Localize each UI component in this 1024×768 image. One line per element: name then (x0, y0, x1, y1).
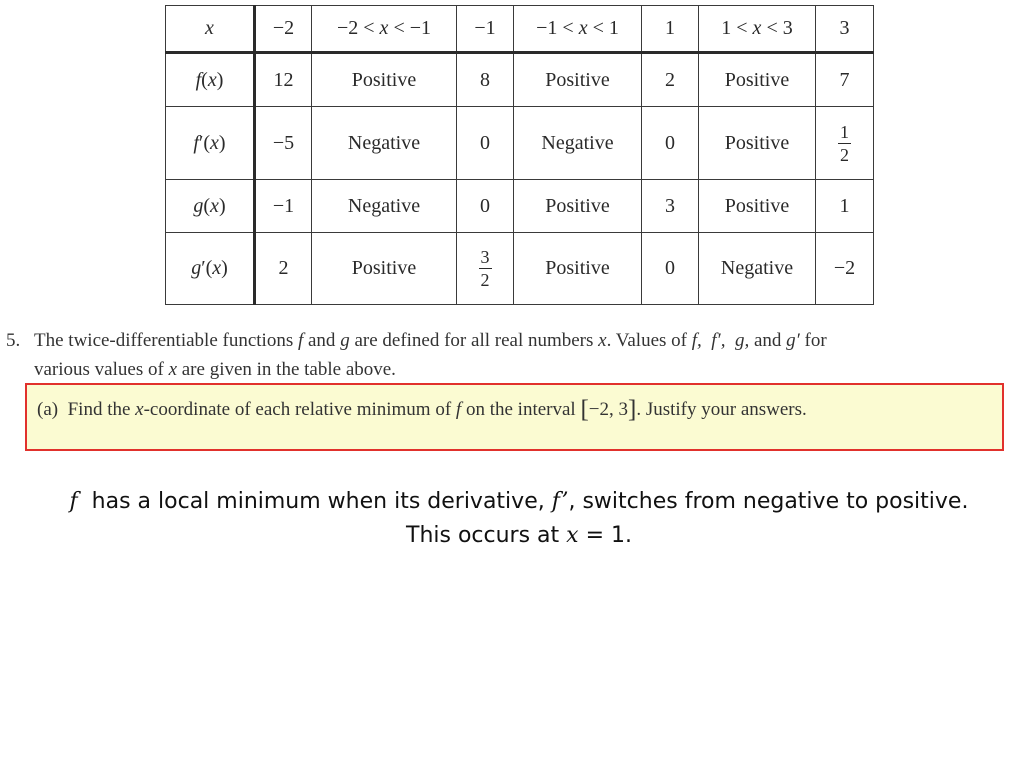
math-var: f, (691, 330, 702, 351)
row-label-g-prime: g′(x) (166, 233, 255, 305)
math-var: g′ (786, 330, 800, 351)
table-row-f-prime (166, 107, 874, 180)
part-label: (a) (37, 399, 59, 420)
text: are given in the table above. (177, 359, 396, 380)
table-row-f (166, 53, 874, 107)
table-row-g (166, 180, 874, 233)
bracket-close: ] (628, 396, 637, 423)
text: Find the (67, 399, 136, 420)
fraction-one-half: $\frac{1}{2}$ (840, 121, 849, 165)
table-cell: 0 (642, 107, 699, 180)
table-cell: 2 (642, 53, 699, 107)
header-label-cell: x (166, 6, 255, 53)
text: has a local minimum when its derivative, (84, 489, 552, 514)
text: are defined for all real numbers (349, 330, 599, 351)
table-cell: 7 (816, 53, 874, 107)
math-var: x (598, 330, 607, 351)
table-cell (457, 233, 514, 305)
text: -coordinate of each relative minimum of (143, 399, 456, 420)
problem-number: 5. (6, 330, 21, 351)
table-cell: −5 (255, 107, 312, 180)
table-cell: 3 (642, 180, 699, 233)
math-var: x (566, 523, 579, 548)
header-cell: −2 < x < −1 (312, 6, 457, 53)
text: . Values of (606, 330, 692, 351)
header-cell: −1 (457, 6, 514, 53)
table-cell: Positive (699, 180, 816, 233)
text: various values of (34, 359, 169, 380)
math-var: f (69, 489, 78, 514)
text: = 1. (578, 523, 632, 548)
table-cell: 8 (457, 53, 514, 107)
table-cell: Negative (312, 107, 457, 180)
math-var: f (455, 399, 462, 420)
answer-line-2 (14, 519, 1024, 553)
interval: −2, 3 (588, 399, 628, 420)
values-table (165, 5, 874, 305)
table-cell: 0 (457, 107, 514, 180)
part-a-question (37, 396, 807, 424)
table-cell: Negative (699, 233, 816, 305)
math-var: g, (734, 330, 750, 351)
math-var: f’ (551, 489, 569, 514)
header-cell: 1 (642, 6, 699, 53)
table-cell: 0 (457, 180, 514, 233)
table-cell: Positive (699, 53, 816, 107)
text: on the interval (461, 399, 581, 420)
table-cell: −1 (255, 180, 312, 233)
math-var: f′, (711, 330, 726, 351)
table-cell: 1 (816, 180, 874, 233)
problem-line-2 (34, 355, 396, 384)
table-cell: Negative (514, 107, 642, 180)
text: and (749, 330, 787, 351)
bracket-open: [ (580, 396, 589, 423)
header-cell: 3 (816, 6, 874, 53)
table-row-g-prime (166, 233, 874, 305)
text: and (303, 330, 341, 351)
header-cell: −2 (255, 6, 312, 53)
table-cell: Positive (312, 53, 457, 107)
table-cell: −2 (816, 233, 874, 305)
row-label-g: g(x) (166, 180, 255, 233)
table-cell: Negative (312, 180, 457, 233)
math-var: x (135, 399, 144, 420)
text: for (799, 330, 827, 351)
answer-text (14, 485, 1024, 553)
text: . Justify your answers. (636, 399, 807, 420)
table-cell: 12 (255, 53, 312, 107)
math-var: g (340, 330, 350, 351)
header-cell: 1 < x < 3 (699, 6, 816, 53)
math-var: x (168, 359, 177, 380)
text: This occurs at (406, 523, 567, 548)
table-cell: Positive (514, 180, 642, 233)
table-cell (816, 107, 874, 180)
table-cell: Positive (699, 107, 816, 180)
answer-line-1 (14, 485, 1024, 519)
header-cell: −1 < x < 1 (514, 6, 642, 53)
table-cell: Positive (312, 233, 457, 305)
table-cell: 2 (255, 233, 312, 305)
row-label-f-prime: f′(x) (166, 107, 255, 180)
table-cell: 0 (642, 233, 699, 305)
text: , switches from negative to positive. (568, 489, 969, 514)
math-var: f (297, 330, 304, 351)
problem-line-1 (34, 326, 827, 355)
fraction-three-halves: $\frac{3}{2}$ (480, 247, 490, 290)
table-header-row (166, 6, 874, 53)
table-cell: Positive (514, 53, 642, 107)
table-cell: Positive (514, 233, 642, 305)
row-label-f: f(x) (166, 53, 255, 107)
part-a-highlight-box (25, 383, 1004, 451)
text: The twice-differentiable functions (34, 330, 298, 351)
